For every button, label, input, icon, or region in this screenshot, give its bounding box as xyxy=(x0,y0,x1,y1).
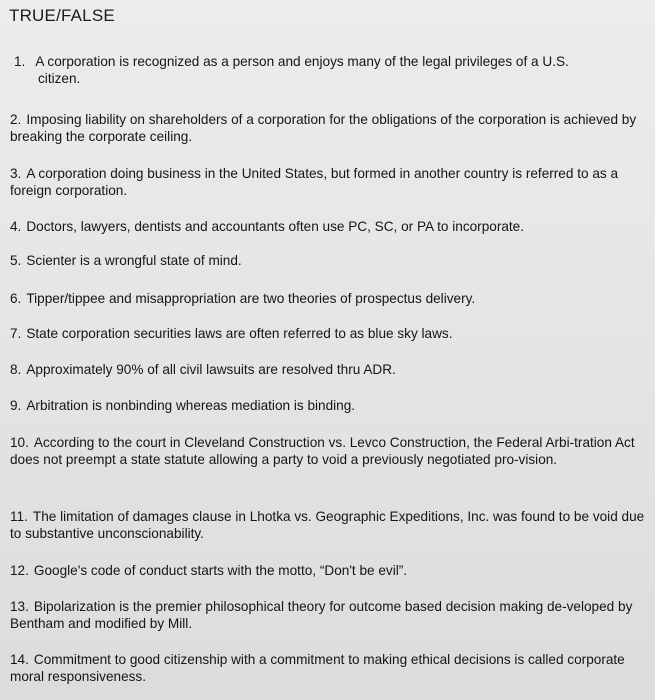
question-text: Imposing liability on shareholders of a corporation for the obligations of the corporation is achieved by breaking the corporate ceiling. xyxy=(10,112,637,144)
question-text: Arbitration is nonbinding whereas mediation is binding. xyxy=(26,398,356,413)
question-text: A corporation is recognized as a person and enjoys many of the legal privileges of a U.S. xyxy=(35,54,569,69)
question-8 xyxy=(10,361,650,378)
question-4 xyxy=(10,218,650,235)
question-text: Scienter is a wrongful state of mind. xyxy=(26,253,242,268)
question-7 xyxy=(10,325,650,342)
question-number: 8. xyxy=(10,362,22,377)
question-text: Doctors, lawyers, dentists and accountants often use PC, SC, or PA to incorporate. xyxy=(26,219,525,234)
question-text: A corporation doing business in the United States, but formed in another country is referred to as a foreign corporation. xyxy=(10,166,619,198)
question-number: 10. xyxy=(10,435,29,450)
question-number: 4. xyxy=(10,219,22,234)
question-5 xyxy=(10,252,650,269)
question-text: Google's code of conduct starts with the motto, “Don't be evil”. xyxy=(33,563,408,578)
question-text: State corporation securities laws are often referred to as blue sky laws. xyxy=(26,326,453,341)
question-number: 1. xyxy=(14,54,26,69)
question-14 xyxy=(10,651,650,685)
question-text-continued: citizen. xyxy=(38,71,81,86)
question-6 xyxy=(10,290,650,307)
question-number: 3. xyxy=(10,166,22,181)
question-number: 14. xyxy=(10,652,29,667)
question-number: 9. xyxy=(10,398,22,413)
question-number: 6. xyxy=(10,291,22,306)
question-9 xyxy=(10,397,650,414)
question-3 xyxy=(10,165,650,199)
question-text: Tipper/tippee and misappropriation are two theories of prospectus delivery. xyxy=(26,291,476,306)
question-11 xyxy=(10,508,650,542)
question-12 xyxy=(10,562,650,579)
question-2 xyxy=(10,111,650,145)
question-text: Commitment to good citizenship with a commitment to making ethical decisions is called corporate moral responsiveness. xyxy=(10,652,625,684)
question-1 xyxy=(14,53,654,87)
question-10 xyxy=(10,434,650,468)
page-title: TRUE/FALSE xyxy=(9,6,115,25)
question-number: 12. xyxy=(10,563,29,578)
question-number: 2. xyxy=(10,112,22,127)
question-number: 13. xyxy=(10,599,29,614)
question-13 xyxy=(10,598,650,632)
question-text: Approximately 90% of all civil lawsuits are resolved thru ADR. xyxy=(26,362,396,377)
question-number: 11. xyxy=(10,509,28,524)
question-text: According to the court in Cleveland Construction vs. Levco Construction, the Federal Arbi-tration Act does not preempt a state statute allowing a party to void a previously negotiated pro-vision. xyxy=(10,435,635,467)
question-text: Bipolarization is the premier philosophical theory for outcome based decision making de-veloped by Bentham and modified by Mill. xyxy=(10,599,633,631)
question-number: 7. xyxy=(10,326,22,341)
question-number: 5. xyxy=(10,253,22,268)
question-text: The limitation of damages clause in Lhotka vs. Geographic Expeditions, Inc. was found to be void due to substantive unconscionability. xyxy=(10,509,645,541)
